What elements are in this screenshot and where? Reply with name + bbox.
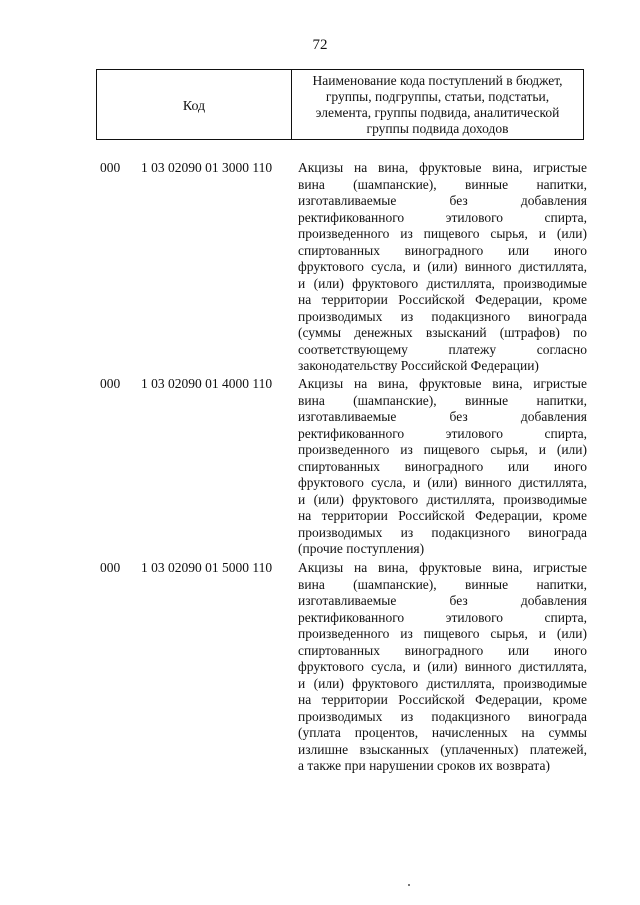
description-line: произведенного из пищевого сырья, и (или) bbox=[298, 226, 587, 241]
description-line: произведенного из пищевого сырья, и (или) bbox=[298, 442, 587, 457]
header-name-cell bbox=[292, 70, 583, 139]
description-line: законодательству Российской Федерации) bbox=[298, 358, 539, 373]
description-line: вина (шампанские), винные напитки, bbox=[298, 576, 587, 592]
budget-classification-code: 1 03 02090 01 3000 110 bbox=[141, 160, 273, 175]
budget-classification-code: 1 03 02090 01 5000 110 bbox=[141, 560, 273, 575]
description-line: на территории Российской Федерации, кроме bbox=[298, 692, 587, 707]
description-line: (уплата процентов, начисленных на суммы bbox=[298, 725, 587, 740]
description-line: производимых из подакцизного винограда bbox=[298, 708, 587, 724]
description-line: (прочие поступления) bbox=[298, 541, 425, 556]
description-line: излишне взысканных (уплаченных) платежей, bbox=[298, 741, 587, 757]
income-description bbox=[298, 560, 587, 775]
description-line: вина (шампанские), винные напитки, bbox=[298, 392, 587, 408]
table-header bbox=[96, 69, 584, 140]
description-line: соответствующему платежу согласно bbox=[298, 341, 587, 357]
description-line: Акцизы на вина, фруктовые вина, игристые bbox=[298, 160, 587, 175]
header-name-line: Наименование кода поступлений в бюджет, bbox=[312, 73, 563, 88]
description-line: Акцизы на вина, фруктовые вина, игристые bbox=[298, 560, 587, 575]
description-line: ректификованного этилового спирта, bbox=[298, 425, 587, 441]
income-description bbox=[298, 160, 587, 375]
admin-code: 000 bbox=[100, 376, 121, 391]
description-line: спиртованных виноградного или иного bbox=[298, 242, 587, 258]
header-name-line: группы, подгруппы, статьи, подстатьи, bbox=[325, 89, 550, 104]
description-line: вина (шампанские), винные напитки, bbox=[298, 176, 587, 192]
description-line: и (или) фруктового дистиллята, производимые bbox=[298, 275, 587, 291]
income-description bbox=[298, 376, 587, 558]
description-line: изготавливаемые без добавления bbox=[298, 593, 587, 608]
description-line: Акцизы на вина, фруктовые вина, игристые bbox=[298, 376, 587, 391]
description-line: фруктового сусла, и (или) винного дистиллята, bbox=[298, 475, 587, 490]
description-line: и (или) фруктового дистиллята, производимые bbox=[298, 675, 587, 691]
description-line: ректификованного этилового спирта, bbox=[298, 209, 587, 225]
description-line: фруктового сусла, и (или) винного дистиллята, bbox=[298, 259, 587, 274]
description-line: и (или) фруктового дистиллята, производимые bbox=[298, 491, 587, 507]
description-line: ректификованного этилового спирта, bbox=[298, 609, 587, 625]
description-line: спиртованных виноградного или иного bbox=[298, 458, 587, 474]
description-line: производимых из подакцизного винограда bbox=[298, 524, 587, 540]
admin-code: 000 bbox=[100, 160, 121, 175]
description-line: (суммы денежных взысканий (штрафов) по bbox=[298, 325, 587, 340]
description-line: изготавливаемые без добавления bbox=[298, 193, 587, 208]
admin-code: 000 bbox=[100, 560, 121, 575]
page-number: 72 bbox=[312, 37, 328, 53]
description-line: производимых из подакцизного винограда bbox=[298, 308, 587, 324]
description-line: на территории Российской Федерации, кроме bbox=[298, 292, 587, 307]
header-code-cell: Код bbox=[97, 70, 292, 139]
budget-classification-code: 1 03 02090 01 4000 110 bbox=[141, 376, 273, 391]
description-line: а также при нарушении сроков их возврата) bbox=[298, 758, 550, 773]
description-line: на территории Российской Федерации, кроме bbox=[298, 508, 587, 523]
description-line: спиртованных виноградного или иного bbox=[298, 642, 587, 658]
header-name-line: группы подвида доходов bbox=[366, 121, 509, 136]
description-line: фруктового сусла, и (или) винного дистиллята, bbox=[298, 659, 587, 674]
header-name-line: элемента, группы подвида, аналитической bbox=[315, 105, 560, 120]
description-line: произведенного из пищевого сырья, и (или) bbox=[298, 626, 587, 641]
scan-artifact-dot bbox=[408, 884, 410, 886]
description-line: изготавливаемые без добавления bbox=[298, 409, 587, 424]
